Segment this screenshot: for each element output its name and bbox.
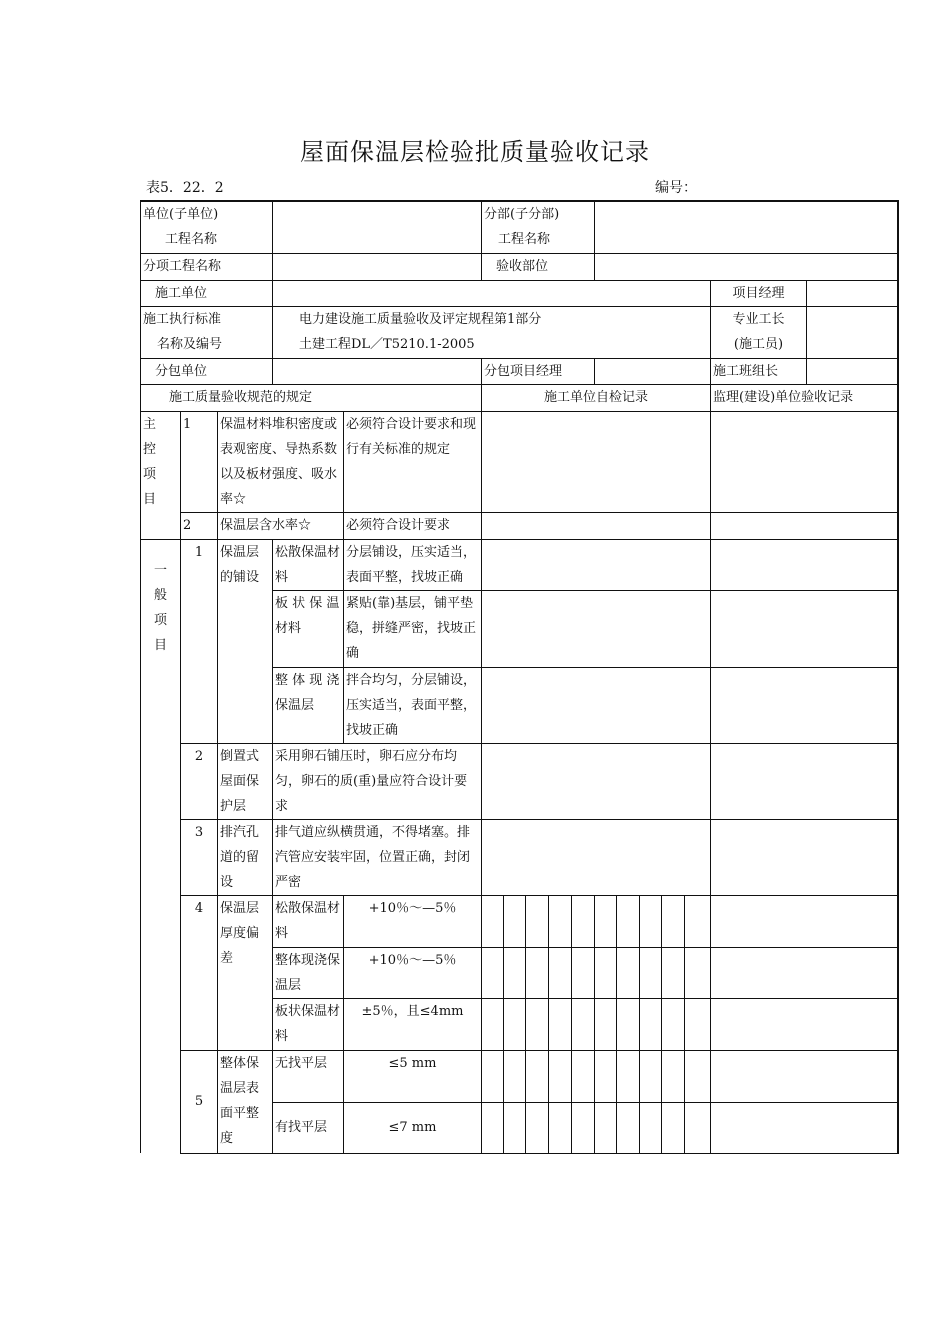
measure-cell[interactable] [640,998,662,1050]
general-sub-requirement: 紧贴(靠)基层，铺平垫稳，拼缝严密，找坡正确 [344,590,482,667]
measure-cell[interactable] [549,1102,572,1153]
team-leader-value[interactable] [807,358,898,384]
general-sub-requirement: 分层铺设，压实适当，表面平整，找坡正确 [344,539,482,590]
general-sub-supervisor[interactable] [711,667,898,743]
main-item-self-check[interactable] [482,411,711,512]
main-item-supervisor[interactable] [711,512,898,539]
foreman-value[interactable] [807,306,898,358]
tolerance-value: +10％～—5％ [344,947,482,998]
subpart-value[interactable] [595,201,898,253]
measure-cell[interactable] [482,998,504,1050]
measure-cell[interactable] [549,1050,572,1102]
tolerance-value: ≤5 mm [344,1050,482,1102]
tolerance-supervisor[interactable] [711,998,898,1050]
measure-cell[interactable] [685,1050,711,1102]
main-item-no: 2 [181,512,218,539]
standard-label: 施工执行标准 名称及编号 [141,306,273,358]
standard-value: 电力建设施工质量验收及评定规程第1部分 土建工程DL／T5210.1-2005 [273,306,711,358]
measure-cell[interactable] [572,998,595,1050]
main-item-requirement: 必须符合设计要求 [344,512,482,539]
tolerance-supervisor[interactable] [711,1102,898,1153]
accept-part-value[interactable] [595,253,898,280]
general-sub-name: 松散保温材料 [273,539,344,590]
foreman-label: 专业工长 (施工员) [711,306,807,358]
accept-part-label: 验收部位 [482,253,595,280]
main-item-requirement: 必须符合设计要求和现行有关标准的规定 [344,411,482,512]
general-item-no: 3 [181,819,218,895]
measure-cell[interactable] [526,998,549,1050]
item-value[interactable] [273,253,482,280]
inspection-record-table [140,200,899,1154]
measure-cell[interactable] [685,947,711,998]
measure-cell[interactable] [662,947,685,998]
general-items-label: 一 般 项 目 [141,539,181,1153]
general-item-name: 排汽孔道的留设 [218,819,273,895]
measure-cell[interactable] [685,998,711,1050]
subcontract-label: 分包单位 [141,358,273,384]
measure-cell[interactable] [662,895,685,947]
measure-cell[interactable] [482,1102,504,1153]
measure-cell[interactable] [572,1050,595,1102]
general-sub-supervisor[interactable] [711,539,898,590]
subcontract-pm-value[interactable] [595,358,711,384]
measure-cell[interactable] [504,998,526,1050]
tolerance-value: ≤7 mm [344,1102,482,1153]
measure-cell[interactable] [549,998,572,1050]
tolerance-sub-name: 整体现浇保温层 [273,947,344,998]
measure-cell[interactable] [617,947,640,998]
general-item-self-check[interactable] [482,743,711,819]
main-control-label: 主 控 项 目 [141,411,181,539]
measure-cell[interactable] [640,1102,662,1153]
general-item-requirement: 采用卵石铺压时，卵石应分布均匀，卵石的质(重)量应符合设计要求 [273,743,482,819]
subcontract-value[interactable] [273,358,482,384]
measure-cell[interactable] [482,947,504,998]
measure-cell[interactable] [526,1102,549,1153]
main-item-no: 1 [181,411,218,512]
measure-cell[interactable] [685,1102,711,1153]
tolerance-supervisor[interactable] [711,1050,898,1102]
measure-cell[interactable] [662,1050,685,1102]
measure-cell[interactable] [482,895,504,947]
general-item-no: 2 [181,743,218,819]
measure-cell[interactable] [640,947,662,998]
general-sub-supervisor[interactable] [711,590,898,667]
general-sub-self-check[interactable] [482,667,711,743]
subcontract-pm-label: 分包项目经理 [482,358,595,384]
team-leader-label: 施工班组长 [711,358,807,384]
tolerance-sub-name: 无找平层 [273,1050,344,1102]
main-item-supervisor[interactable] [711,411,898,512]
measure-cell[interactable] [572,895,595,947]
measure-cell[interactable] [572,947,595,998]
measure-cell[interactable] [640,895,662,947]
measure-cell[interactable] [595,998,617,1050]
measure-cell[interactable] [504,947,526,998]
general-item-name: 倒置式屋面保护层 [218,743,273,819]
column-spec: 施工质量验收规范的规定 [141,384,482,411]
general-item-name: 整体保温层表面平整度 [218,1050,273,1153]
measure-cell[interactable] [526,895,549,947]
measure-cell[interactable] [504,1050,526,1102]
unit-label: 单位(子单位) 工程名称 [141,201,273,253]
main-item-self-check[interactable] [482,512,711,539]
general-item-supervisor[interactable] [711,743,898,819]
general-item-self-check[interactable] [482,819,711,895]
measure-cell[interactable] [549,947,572,998]
general-item-no: 1 [181,539,218,743]
measure-cell[interactable] [572,1102,595,1153]
construction-unit-label: 施工单位 [141,280,273,306]
tolerance-value: +10％～—5％ [344,895,482,947]
column-self-check: 施工单位自检记录 [482,384,711,411]
measure-cell[interactable] [617,895,640,947]
tolerance-sub-name: 松散保温材料 [273,895,344,947]
page-title: 屋面保温层检验批质量验收记录 [300,138,650,166]
project-manager-label: 项目经理 [711,280,807,306]
measure-cell[interactable] [504,1102,526,1153]
serial-number-label: 编号： [655,180,697,196]
measure-cell[interactable] [662,998,685,1050]
measure-cell[interactable] [617,1102,640,1153]
general-item-name: 保温层的铺设 [218,539,273,743]
main-item-name: 保温层含水率☆ [218,512,344,539]
measure-cell[interactable] [526,947,549,998]
measure-cell[interactable] [617,1050,640,1102]
general-sub-name: 板 状 保 温材料 [273,590,344,667]
measure-cell[interactable] [549,895,572,947]
construction-unit-value[interactable] [273,280,711,306]
measure-cell[interactable] [482,1050,504,1102]
tolerance-sub-name: 板状保温材料 [273,998,344,1050]
measure-cell[interactable] [595,1050,617,1102]
general-sub-name: 整 体 现 浇保温层 [273,667,344,743]
column-supervisor: 监理(建设)单位验收记录 [711,384,898,411]
main-item-name: 保温材料堆积密度或表观密度、导热系数以及板材强度、吸水率☆ [218,411,344,512]
tolerance-supervisor[interactable] [711,895,898,947]
general-sub-self-check[interactable] [482,590,711,667]
tolerance-value: ±5％，且≤4mm [344,998,482,1050]
measure-cell[interactable] [595,947,617,998]
unit-value[interactable] [273,201,482,253]
measure-cell[interactable] [595,1102,617,1153]
tolerance-sub-name: 有找平层 [273,1102,344,1153]
general-item-supervisor[interactable] [711,819,898,895]
measure-cell[interactable] [685,895,711,947]
general-item-name: 保温层厚度偏差 [218,895,273,1050]
project-manager-value[interactable] [807,280,898,306]
general-item-no: 5 [181,1050,218,1153]
tolerance-supervisor[interactable] [711,947,898,998]
general-sub-self-check[interactable] [482,539,711,590]
measure-cell[interactable] [526,1050,549,1102]
measure-cell[interactable] [595,895,617,947]
general-item-requirement: 排气道应纵横贯通，不得堵塞。排汽管应安装牢固，位置正确，封闭严密 [273,819,482,895]
item-label: 分项工程名称 [141,253,273,280]
measure-cell[interactable] [504,895,526,947]
measure-cell[interactable] [662,1102,685,1153]
general-sub-requirement: 拌合均匀，分层铺设，压实适当，表面平整，找坡正确 [344,667,482,743]
general-item-no: 4 [181,895,218,1050]
subpart-label: 分部(子分部) 工程名称 [482,201,595,253]
measure-cell[interactable] [617,998,640,1050]
table-number: 表5．22．2 [146,180,224,196]
measure-cell[interactable] [640,1050,662,1102]
